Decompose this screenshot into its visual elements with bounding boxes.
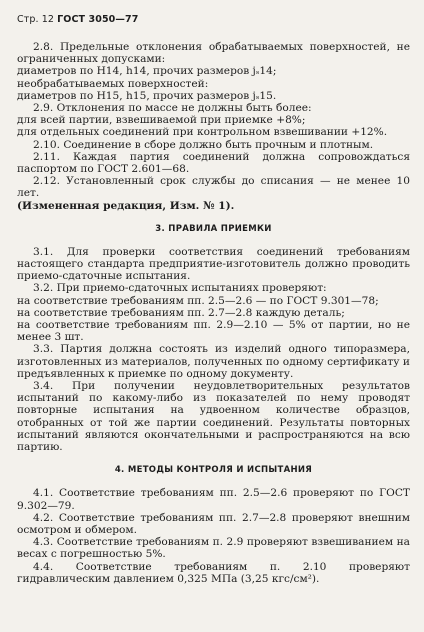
standard-code: ГОСТ 3050—77 xyxy=(57,14,139,25)
clause-2-9-line: для отдельных соединений при контрольном взвешивании +12%. xyxy=(17,126,388,139)
section-4 xyxy=(17,487,410,585)
clause-3-3: 3.3. Партия должна состоять из изделий одного типоразмера, изготовленных из материалов, полученных по одному сертификату и предъявленных к приемке по одному документу. xyxy=(17,343,410,380)
section-4-title: 4. МЕТОДЫ КОНТРОЛЯ И ИСПЫТАНИЯ xyxy=(114,465,313,476)
clause-2-9: 2.9. Отклонения по массе не должны быть более: xyxy=(33,102,312,115)
clause-2-8-line: необрабатываемых поверхностей: xyxy=(17,77,209,90)
clause-2-10: 2.10. Соединение в сборе должно быть прочным и плотным. xyxy=(33,138,374,151)
clause-3-4: 3.4. При получении неудовлетворительных результатов испытаний по какому-либо из показателей по нему проводят повторные испытания на удвоенном количестве образцов, отобранных от той же партии соединений. Результаты повторных испытаний являются окончательными и распространяются на всю партию. xyxy=(17,380,410,454)
clause-3-2: 3.2. При приемо-сдаточных испытаниях проверяют: xyxy=(33,282,327,295)
clause-4-2: 4.2. Соответствие требованиям пп. 2.7—2.8 проверяют внешним осмотром и обмером. xyxy=(17,511,410,536)
clause-2-8-line: диаметров по Н15, h15, прочих размеров jₛ15. xyxy=(17,89,277,102)
clause-2-9-line: для всей партии, взвешиваемой при приемке +8%; xyxy=(17,114,306,127)
clause-3-1: 3.1. Для проверки соответствия соединений требованиям настоящего стандарта предприятие-изготовитель должно проводить приемо-сдаточные испытания. xyxy=(17,245,410,283)
clause-4-3: 4.3. Соответствие требованиям п. 2.9 проверяют взвешиванием на весах с погрешностью 5%. xyxy=(17,536,410,561)
page-number: Стр. 12 xyxy=(17,14,55,25)
clause-2-11: 2.11. Каждая партия соединений должна сопровождаться паспортом по ГОСТ 2.601—68. xyxy=(17,150,410,176)
clause-4-1: 4.1. Соответствие требованиям пп. 2.5—2.6 проверяют по ГОСТ 9.302—79. xyxy=(17,487,410,512)
page-header xyxy=(17,14,410,25)
clause-2-12: 2.12. Установленный срок службы до списания — не менее 10 лет. xyxy=(17,175,410,200)
clause-3-2-line: на соответствие требованиям пп. 2.9—2.10 — 5% от партии, но не менее 3 шт. xyxy=(17,319,410,344)
amendment-note: (Измененная редакция, Изм. № 1). xyxy=(17,199,235,212)
clause-3-2-line: на соответствие требованиям пп. 2.5—2.6 — по ГОСТ 9.301—78; xyxy=(17,294,379,307)
clause-4-4: 4.4. Соответствие требованиям п. 2.10 проверяют гидравлическим давлением 0,325 МПа (3,25 кгс/см²). xyxy=(17,560,410,585)
section-3 xyxy=(17,246,410,453)
clause-3-2-line: на соответствие требованиям пп. 2.7—2.8 каждую деталь; xyxy=(17,306,345,319)
section-2-tail xyxy=(17,41,410,212)
section-3-title: 3. ПРАВИЛА ПРИЕМКИ xyxy=(155,223,272,234)
clause-2-8-line: диаметров по Н14, h14, прочих размеров jₛ14; xyxy=(17,65,277,78)
clause-2-8: 2.8. Предельные отклонения обрабатываемых поверхностей, не ограниченных допусками: xyxy=(17,41,410,66)
